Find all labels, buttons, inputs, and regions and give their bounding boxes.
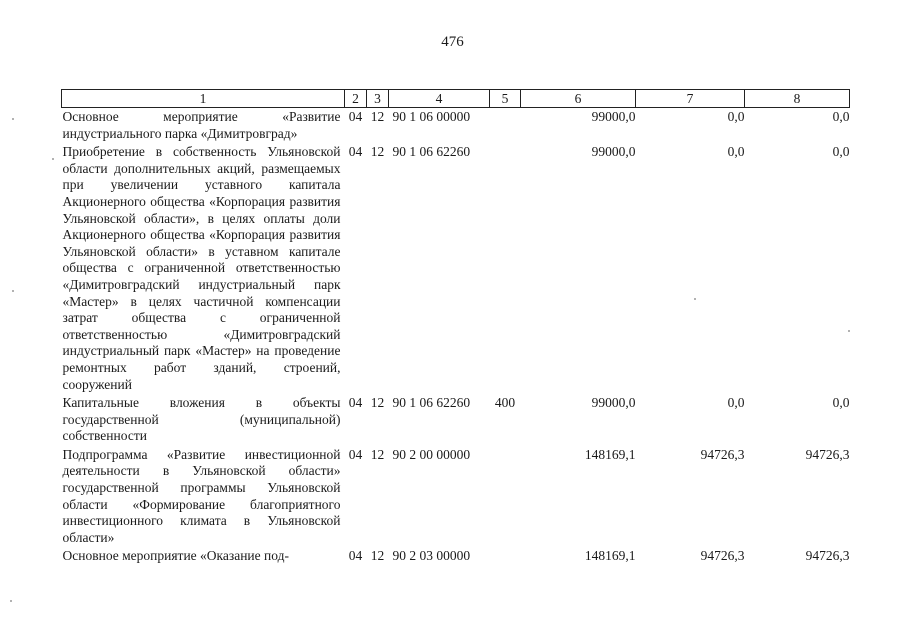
row-value-col6: 148169,1 xyxy=(584,548,636,564)
row-value-col6: 99000,0 xyxy=(591,144,636,160)
row-target-article: 90 1 06 62260 xyxy=(392,395,471,411)
row-subsection: 12 xyxy=(370,109,385,124)
row-section: 04 xyxy=(348,109,363,124)
column-header-8: 8 xyxy=(745,90,850,108)
row-name: Основное мероприятие «Оказание под- xyxy=(62,548,289,564)
row-name: Основное мероприятие «Развитие индустриального парка «Димитровград» xyxy=(62,109,341,141)
row-value-col8: 94726,3 xyxy=(805,548,850,564)
row-value-col6: 99000,0 xyxy=(591,395,636,411)
row-target-article: 90 1 06 00000 xyxy=(392,109,471,124)
column-header-1: 1 xyxy=(62,90,345,108)
row-target-article: 90 2 03 00000 xyxy=(392,548,471,564)
row-expense-type xyxy=(490,108,521,144)
scan-speck xyxy=(12,118,14,120)
row-subsection: 12 xyxy=(370,144,385,160)
row-value-col7: 94726,3 xyxy=(700,446,745,462)
row-value-col8: 0,0 xyxy=(832,144,850,160)
row-name: Приобретение в собственность Ульяновской области дополнительных акций, размещаемых при увеличении уставного капитала Акционерного общества «Корпорация развития Ульяновской области», в целях оплаты доли Акционерного общества «Корпорация развития Ульяновской области» в уставном капитале общества с ограниченной ответственностью «Димитровградский индустриальный парк «Мастер» в целях частичной компенсации затрат общества с ограниченной ответственностью «Димитровградский индустриальный парк «Мастер» на проведение ремонтных работ зданий, строений, сооружений xyxy=(62,144,341,392)
table-row xyxy=(62,143,850,394)
row-name: Подпрограмма «Развитие инвестиционной деятельности в Ульяновской области» государственной программы Ульяновской области «Формирование благоприятного инвестиционного климата в Ульяновской области» xyxy=(62,446,341,545)
row-target-article: 90 1 06 62260 xyxy=(392,144,471,160)
row-target-article: 90 2 00 00000 xyxy=(392,446,471,462)
table-header xyxy=(62,90,850,108)
scan-speck xyxy=(12,290,14,292)
table-row xyxy=(62,547,850,566)
column-header-4: 4 xyxy=(389,90,490,108)
column-header-7: 7 xyxy=(636,90,745,108)
row-expense-type: 400 xyxy=(494,395,516,411)
row-value-col6: 148169,1 xyxy=(584,446,636,462)
row-section: 04 xyxy=(348,395,363,411)
row-subsection: 12 xyxy=(370,446,385,462)
table-row xyxy=(62,394,850,446)
row-value-col7: 94726,3 xyxy=(700,548,745,564)
scan-speck xyxy=(848,330,850,332)
header-row xyxy=(62,90,850,108)
row-value-col8: 94726,3 xyxy=(805,446,850,462)
row-value-col8: 0,0 xyxy=(832,395,850,411)
row-subsection: 12 xyxy=(370,548,385,564)
table-row xyxy=(62,446,850,548)
row-section: 04 xyxy=(348,548,363,564)
column-header-5: 5 xyxy=(490,90,521,108)
column-header-2: 2 xyxy=(345,90,367,108)
row-section: 04 xyxy=(348,144,363,160)
row-value-col7: 0,0 xyxy=(727,144,745,160)
scan-speck xyxy=(52,158,54,160)
row-value-col6: 99000,0 xyxy=(591,109,636,124)
row-value-col7: 0,0 xyxy=(727,395,745,411)
scan-speck xyxy=(694,298,696,300)
row-section: 04 xyxy=(348,446,363,462)
row-value-col8: 0,0 xyxy=(832,109,850,124)
row-expense-type xyxy=(490,446,521,548)
budget-table xyxy=(61,89,850,566)
page-number: 476 xyxy=(441,34,464,50)
table-row xyxy=(62,108,850,144)
row-value-col7: 0,0 xyxy=(727,109,745,124)
column-header-3: 3 xyxy=(367,90,389,108)
row-subsection: 12 xyxy=(370,395,385,411)
row-expense-type xyxy=(490,143,521,394)
row-name: Капитальные вложения в объекты государственной (муниципальной) собственности xyxy=(62,395,341,444)
column-header-6: 6 xyxy=(521,90,636,108)
scan-speck xyxy=(10,600,12,602)
row-expense-type xyxy=(490,547,521,566)
